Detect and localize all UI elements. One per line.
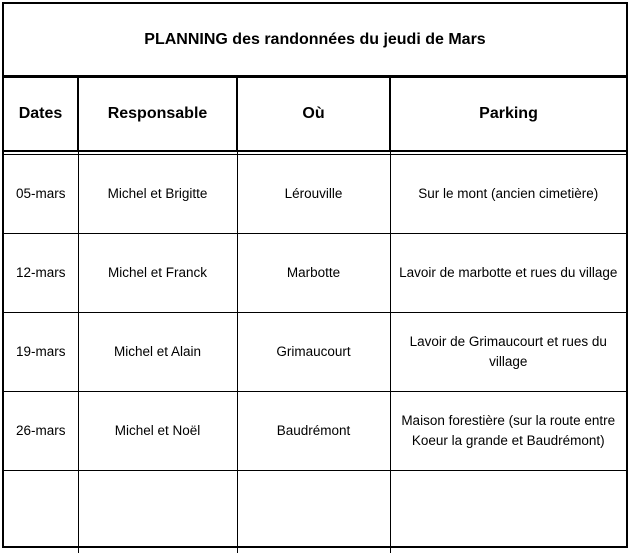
cell-ou: Baudrémont (237, 392, 390, 471)
cell-parking: Lavoir de marbotte et rues du village (390, 234, 626, 313)
cell-date: 19-mars (4, 313, 78, 392)
header-parking: Parking (390, 78, 626, 151)
header-ou: Où (237, 78, 390, 151)
cell-date: 05-mars (4, 155, 78, 234)
table-row (4, 313, 626, 392)
table-row (4, 392, 626, 471)
cell-parking: Lavoir de Grimaucourt et rues du village (390, 313, 626, 392)
empty-row (4, 471, 626, 553)
cell-responsable: Michel et Alain (78, 313, 237, 392)
cell-responsable: Michel et Franck (78, 234, 237, 313)
cell-parking: Sur le mont (ancien cimetière) (390, 155, 626, 234)
empty-cell (237, 471, 390, 553)
table-row (4, 234, 626, 313)
cell-ou: Grimaucourt (237, 313, 390, 392)
cell-ou: Marbotte (237, 234, 390, 313)
header-dates: Dates (4, 78, 78, 151)
cell-parking: Maison forestière (sur la route entre Koeur la grande et Baudrémont) (390, 392, 626, 471)
empty-cell (390, 471, 626, 553)
table-header-row (4, 78, 626, 151)
planning-table (4, 77, 626, 553)
cell-date: 26-mars (4, 392, 78, 471)
cell-ou: Lérouville (237, 155, 390, 234)
table-row (4, 155, 626, 234)
planning-title: PLANNING des randonnées du jeudi de Mars (4, 4, 626, 77)
empty-cell (4, 471, 78, 553)
cell-responsable: Michel et Brigitte (78, 155, 237, 234)
empty-cell (78, 471, 237, 553)
header-responsable: Responsable (78, 78, 237, 151)
planning-sheet (2, 2, 628, 548)
cell-responsable: Michel et Noël (78, 392, 237, 471)
cell-date: 12-mars (4, 234, 78, 313)
